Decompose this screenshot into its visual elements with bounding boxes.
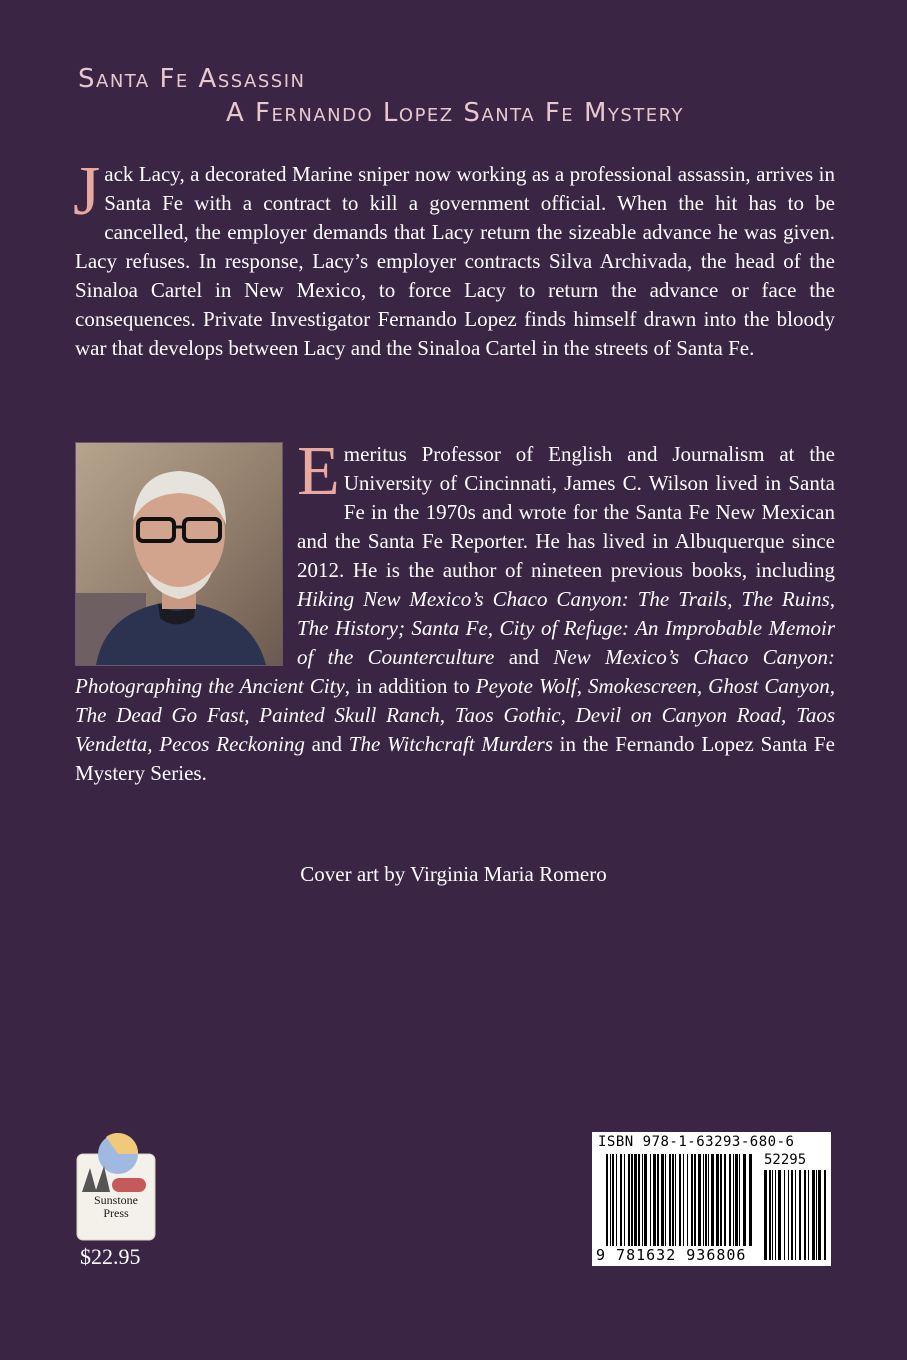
bio-p2: and [494, 645, 554, 669]
bio-title-3: Peyote Wolf, Smokescreen, Ghost Canyon, The Dead Go Fast, Painted Skull Ranch, Taos Gothic, Devil on Canyon Road, Taos Vendetta, Pecos Reckoning [75, 674, 835, 756]
author-bio [75, 433, 835, 788]
bio-p1: meritus Professor of English and Journalism at the University of Cincinnati, James C. Wilson lived in Santa Fe in the 1970s and wrote for the Santa Fe New Mexican and the Santa Fe Reporter. He has lived in Albuquerque since 2012. He is the author of nineteen previous books, including [297, 442, 835, 582]
book-title: Santa Fe Assassin [78, 64, 306, 94]
bio-p3: , in addition to [344, 674, 476, 698]
bio-dropcap: E [297, 433, 340, 510]
bio-title-4: The Witchcraft Murders [348, 732, 553, 756]
price: $22.95 [80, 1244, 141, 1269]
cover-art-credit: Cover art by Virginia Maria Romero [300, 862, 607, 886]
bio-title-2: New Mexico’s Chaco Canyon: Photographing the Ancient City [75, 645, 835, 698]
isbn-number: ISBN 978-1-63293-680-6 [598, 1134, 795, 1150]
blurb-text: ack Lacy, a decorated Marine sniper now working as a professional assassin, arrives in Santa Fe with a contract to kill a government official. When the hit has to be cancelled, the employer demands that Lacy return the sizeable advance he was given. Lacy refuses. In response, Lacy’s employer contracts Silva Archivada, the head of the Sinaloa Cartel in New Mexico, to force Lacy to return the advance or face the consequences. Private Investigator Fernando Lopez finds himself drawn into the bloody war that develops between Lacy and the Sinaloa Cartel in the streets of Santa Fe. [75, 162, 835, 360]
price-code: 52295 [764, 1152, 807, 1168]
title-block [78, 62, 838, 130]
book-subtitle: A Fernando Lopez Santa Fe Mystery [226, 98, 685, 128]
blurb [73, 153, 835, 363]
bio-p5: in the Fernando Lopez Santa Fe Mystery Series. [75, 732, 835, 785]
bio-title-1: Hiking New Mexico’s Chaco Canyon: The Trails, The Ruins, The History; Santa Fe, City of Refuge: An Improbable Memoir of the Counterculture [297, 587, 835, 669]
barcode-digits: 9 781632 936806 [596, 1246, 747, 1264]
bio-p4: and [304, 732, 349, 756]
author-photo [75, 442, 283, 666]
isbn-barcode [592, 1132, 831, 1266]
publisher-name-line1: Sunstone [93, 1193, 138, 1207]
sunstone-press-logo [76, 1132, 156, 1242]
blurb-dropcap: J [73, 153, 101, 230]
publisher-name-line2: Press [103, 1206, 129, 1220]
